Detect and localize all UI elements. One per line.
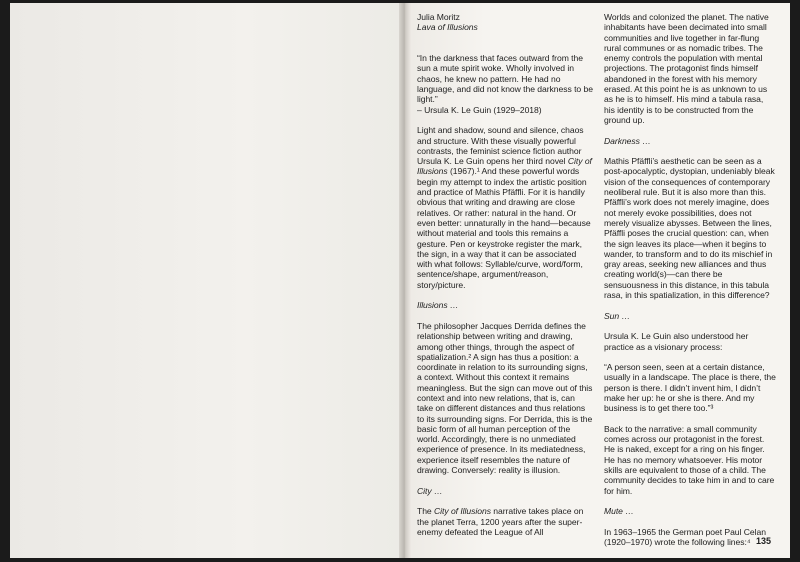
- section-heading-city: City …: [417, 485, 443, 496]
- book-title: City of Illusions: [434, 506, 491, 517]
- author-name: Julia Moritz: [417, 12, 460, 22]
- section-heading-sun: Sun …: [604, 310, 631, 321]
- sun-quote: “A person seen, seen at a certain distance, usually in a landscape. The place is there, the person is there. I didn’t invent him, I didn’t make her up: he or she is there. And my business is to get there too.”³: [604, 362, 776, 414]
- darkness-paragraph: Mathis Pfäffli’s aesthetic can be seen as a post-apocalyptic, dystopian, undeniably bleak vision of the consequences of contemporary neoliberal rule. But it is also more than this. Pfäffli’s work does not merely imagine, does not merely evoke possibilities, does not merely visualize abysses. Between the lines, Pfäffli poses the crucial question: can, when the sign leaves its place—when it begins to wander, to transform and to do its mischief in gray areas, seeking new alliances and thus creating world(s)—can there be sensuousness in this distance, in this tabula rasa, in this spatialization, in this difference?: [604, 156, 775, 301]
- sun-paragraph: Ursula K. Le Guin also understood her practice as a visionary process:: [604, 331, 749, 352]
- page-number: 135: [756, 536, 772, 546]
- book-gutter: [399, 3, 411, 558]
- text-column-right-flow: [604, 12, 776, 558]
- mute-paragraph: In 1963–1965 the German poet Paul Celan (1920–1970) wrote the following lines:⁴: [604, 526, 766, 548]
- sun-paragraph-2: Back to the narrative: a small community comes across our protagonist in the forest. He is naked, except for a ring on his finger. He has no memory whatsoever. His motor skills are equivalent to those of a child. The community decides to take him in and to care for him.: [604, 423, 775, 496]
- text-column-left: [417, 12, 593, 547]
- book-title: City of Illusions: [417, 156, 592, 177]
- illusions-paragraph: The philosopher Jacques Derrida defines the relationship between writing and drawing, among other things, through the aspect of spatialization.² A sign has thus a position: a coordinate in relation to its surrounding signs, a context. Without this context it remains meaningless. But the sign can move out of this context and into new relations, that is, can take on different distances and thus relations to its surrounding signs. For Derrida, this is the basic form of all human perception of the world. Accordingly, there is no unmediated experience of presence. In its mediatedness, experience itself resembles the nature of drawing. Conversely: reality is illusion.: [417, 320, 593, 476]
- city-paragraph-continued: Worlds and colonized the planet. The native inhabitants have been decimated into small communities and live together in far-flung rural communes or as nomadic tribes. The enemy controls the population with mental projections. The protagonist finds himself abandoned in the forest with his memory erased. At this point he is as unknown to us as he is to himself. His mind a tabula rasa, his identity is to be constructed from the ground up.: [604, 12, 769, 125]
- section-heading-darkness: Darkness …: [604, 135, 651, 146]
- epigraph-attribution: – Ursula K. Le Guin (1929–2018): [417, 104, 542, 115]
- left-page-blank: [10, 3, 403, 558]
- city-paragraph: The City of Illusions narrative takes place on the planet Terra, 1200 years after the super-enemy defeated the League of All: [417, 506, 584, 537]
- intro-paragraph: Light and shadow, sound and silence, chaos and structure. With these visually powerful contrasts, the feminist science fiction author Ursula K. Le Guin opens her third novel City of Illusions (1967).¹ And these powerful words begin my attempt to index the artistic position and practice of Mathis Pfäffli. For it is handily obvious that writing and drawing are close relatives. Or rather: natural in the hand. Or even better: unnaturally in the hand—because without material and tools this remains a gesture. Pen or keystroke register the mark, the sign, in a way that it can be associated with what follows: Syllable/curve, word/form, sentence/shape, argument/reason, story/picture.: [417, 125, 592, 290]
- section-heading-mute: Mute …: [604, 506, 634, 517]
- epigraph-quote: “In the darkness that faces outward from the sun a mute spirit woke. Wholly involved in chaos, he knew no pattern. He had no language, and did not know the darkness to be light.”: [417, 53, 593, 105]
- section-heading-illusions: Illusions …: [417, 300, 459, 311]
- essay-title: Lava of Illusions: [417, 22, 478, 33]
